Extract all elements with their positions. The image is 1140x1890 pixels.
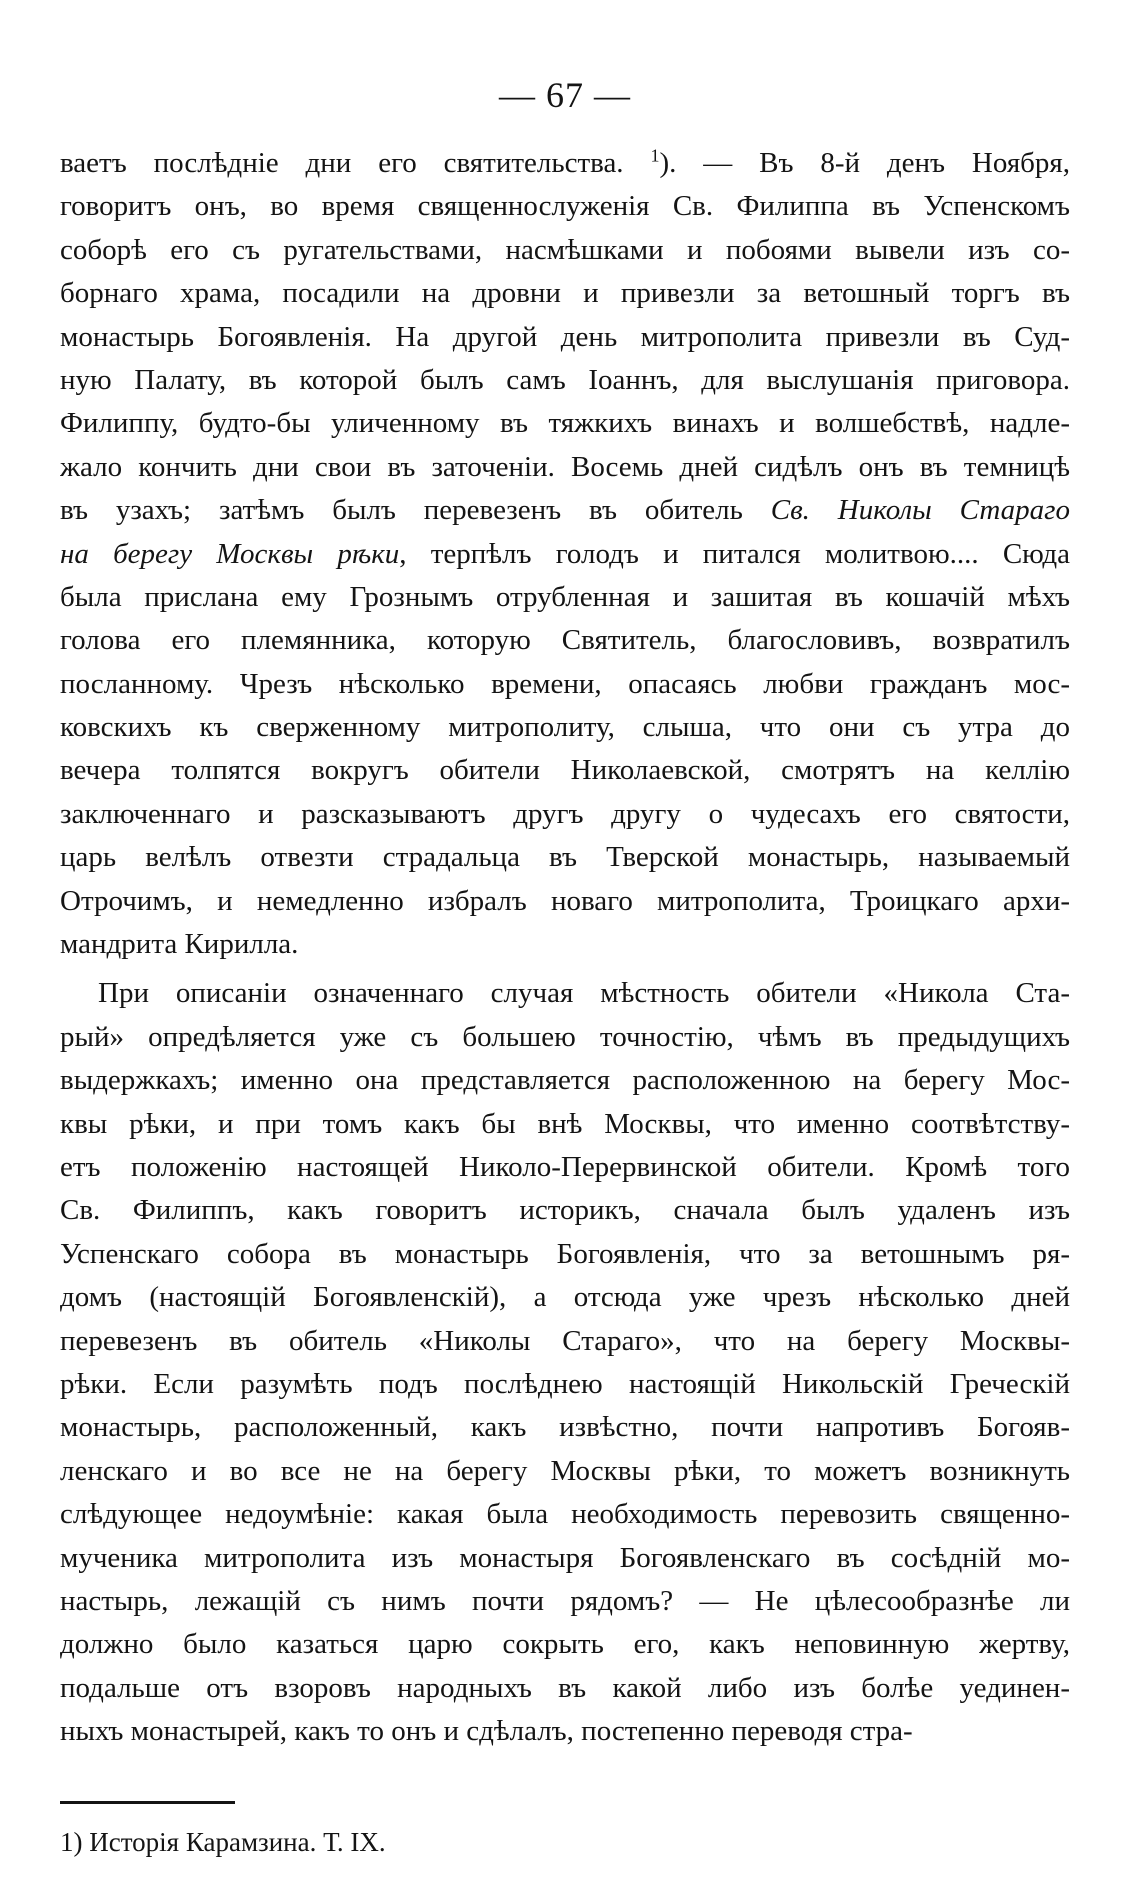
italic-phrase: на берегу Москвы рѣки xyxy=(60,537,400,570)
text-line: рый» опредѣляется уже съ большею точностію, чѣмъ въ предыдущихъ xyxy=(60,1020,1070,1053)
text-line: выдержкахъ; именно она представляется расположенною на берегу Мос- xyxy=(60,1064,1070,1097)
line-text: ). — Въ 8-й денъ Ноября, xyxy=(659,147,1070,179)
line-text: въ узахъ; затѣмъ былъ перевезенъ въ обитель xyxy=(60,494,771,527)
text-line: борнаго храма, посадили на дровни и привезли за ветошный торгъ въ xyxy=(60,277,1070,310)
text-line: рѣки. Если разумѣть подъ послѣднею настоящій Никольскій Греческій xyxy=(60,1367,1070,1400)
text-line: етъ положенію настоящей Николо-Перервинской обители. Кромѣ того xyxy=(60,1150,1070,1183)
text-line xyxy=(60,489,1070,532)
text-line: голова его племянника, которую Святитель, благословивъ, возвратилъ xyxy=(60,624,1070,657)
paragraph-1 xyxy=(60,142,1070,966)
footnote-divider xyxy=(60,1801,235,1804)
text-line: квы рѣки, и при томъ какъ бы внѣ Москвы, что именно соотвѣтству- xyxy=(60,1107,1070,1140)
text-line: должно было казаться царю сокрыть его, какъ неповинную жертву, xyxy=(60,1628,1070,1661)
text-line: Св. Филиппъ, какъ говоритъ историкъ, сначала былъ удаленъ изъ xyxy=(60,1194,1070,1227)
text-line: царь велѣлъ отвезти страдальца въ Тверской монастырь, называемый xyxy=(60,841,1070,874)
line-text: , терпѣлъ голодъ и питался молитвою.... Сюда xyxy=(399,537,1070,570)
footnote: 1) Исторія Карамзина. Т. IX. xyxy=(60,1827,386,1858)
text-line: монастырь Богоявленія. На другой день митрополита привезли въ Суд- xyxy=(60,320,1070,353)
footnote-marker: 1 xyxy=(650,145,660,166)
page-number: — 67 — xyxy=(499,75,631,115)
paragraph-2 xyxy=(60,972,1070,1753)
text-line: перевезенъ въ обитель «Николы Стараго», что на берегу Москвы- xyxy=(60,1324,1070,1357)
document-page xyxy=(60,70,1070,1858)
text-line: слѣдующее недоумѣніе: какая была необходимость перевозить священно- xyxy=(60,1498,1070,1531)
text-line: ныхъ монастырей, какъ то онъ и сдѣлалъ, постепенно переводя стра- xyxy=(60,1715,913,1748)
text-line: настырь, лежащій съ нимъ почти рядомъ? — Не цѣлесообразнѣе ли xyxy=(60,1584,1070,1617)
italic-phrase: Св. Николы Стараго xyxy=(770,494,1070,527)
text-line: подальше отъ взоровъ народныхъ въ какой либо изъ болѣе уединен- xyxy=(60,1671,1070,1704)
text-line: заключеннаго и разсказываютъ другъ другу о чудесахъ его святости, xyxy=(60,797,1070,830)
line-text: ваетъ послѣдніе дни его святительства. xyxy=(60,147,651,179)
text-line: ленскаго и во все не на берегу Москвы рѣки, то можетъ возникнуть xyxy=(60,1454,1070,1487)
text-line: была прислана ему Грознымъ отрубленная и зашитая въ кошачій мѣхъ xyxy=(60,580,1070,613)
text-line: Филиппу, будто-бы уличенному въ тяжкихъ винахъ и волшебствѣ, надле- xyxy=(60,407,1070,440)
text-line: говоритъ онъ, во время священнослуженія Св. Филиппа въ Успенскомъ xyxy=(60,190,1070,223)
text-line: Отрочимъ, и немедленно избралъ новаго митрополита, Троицкаго архи- xyxy=(60,884,1070,917)
text-line: Успенскаго собора въ монастырь Богоявленія, что за ветошнымъ ря- xyxy=(60,1237,1070,1270)
text-line: жало кончить дни свои въ заточеніи. Восемь дней сидѣлъ онъ въ темницѣ xyxy=(60,450,1070,483)
text-line xyxy=(60,533,1070,576)
text-line: вечера толпятся вокругъ обители Николаевской, смотрятъ на келлію xyxy=(60,754,1070,787)
text-line: мученика митрополита изъ монастыря Богоявленскаго въ сосѣдній мо- xyxy=(60,1541,1070,1574)
text-line: ковскихъ къ сверженному митрополиту, слыша, что они съ утра до xyxy=(60,711,1070,744)
text-line: соборѣ его съ ругательствами, насмѣшками и побоями вывели изъ со- xyxy=(60,233,1070,266)
text-line: мандрита Кирилла. xyxy=(60,928,299,961)
text-line xyxy=(60,142,1070,185)
text-line: монастырь, расположенный, какъ извѣстно, почти напротивъ Богояв- xyxy=(60,1411,1070,1444)
text-line: При описаніи означеннаго случая мѣстность обители «Никола Ста- xyxy=(98,977,1070,1010)
text-line: ную Палату, въ которой былъ самъ Іоаннъ, для выслушанія приговора. xyxy=(60,363,1070,396)
text-line: посланному. Чрезъ нѣсколько времени, опасаясь любви гражданъ мос- xyxy=(60,667,1070,700)
text-line: домъ (настоящій Богоявленскій), а отсюда уже чрезъ нѣсколько дней xyxy=(60,1281,1070,1314)
